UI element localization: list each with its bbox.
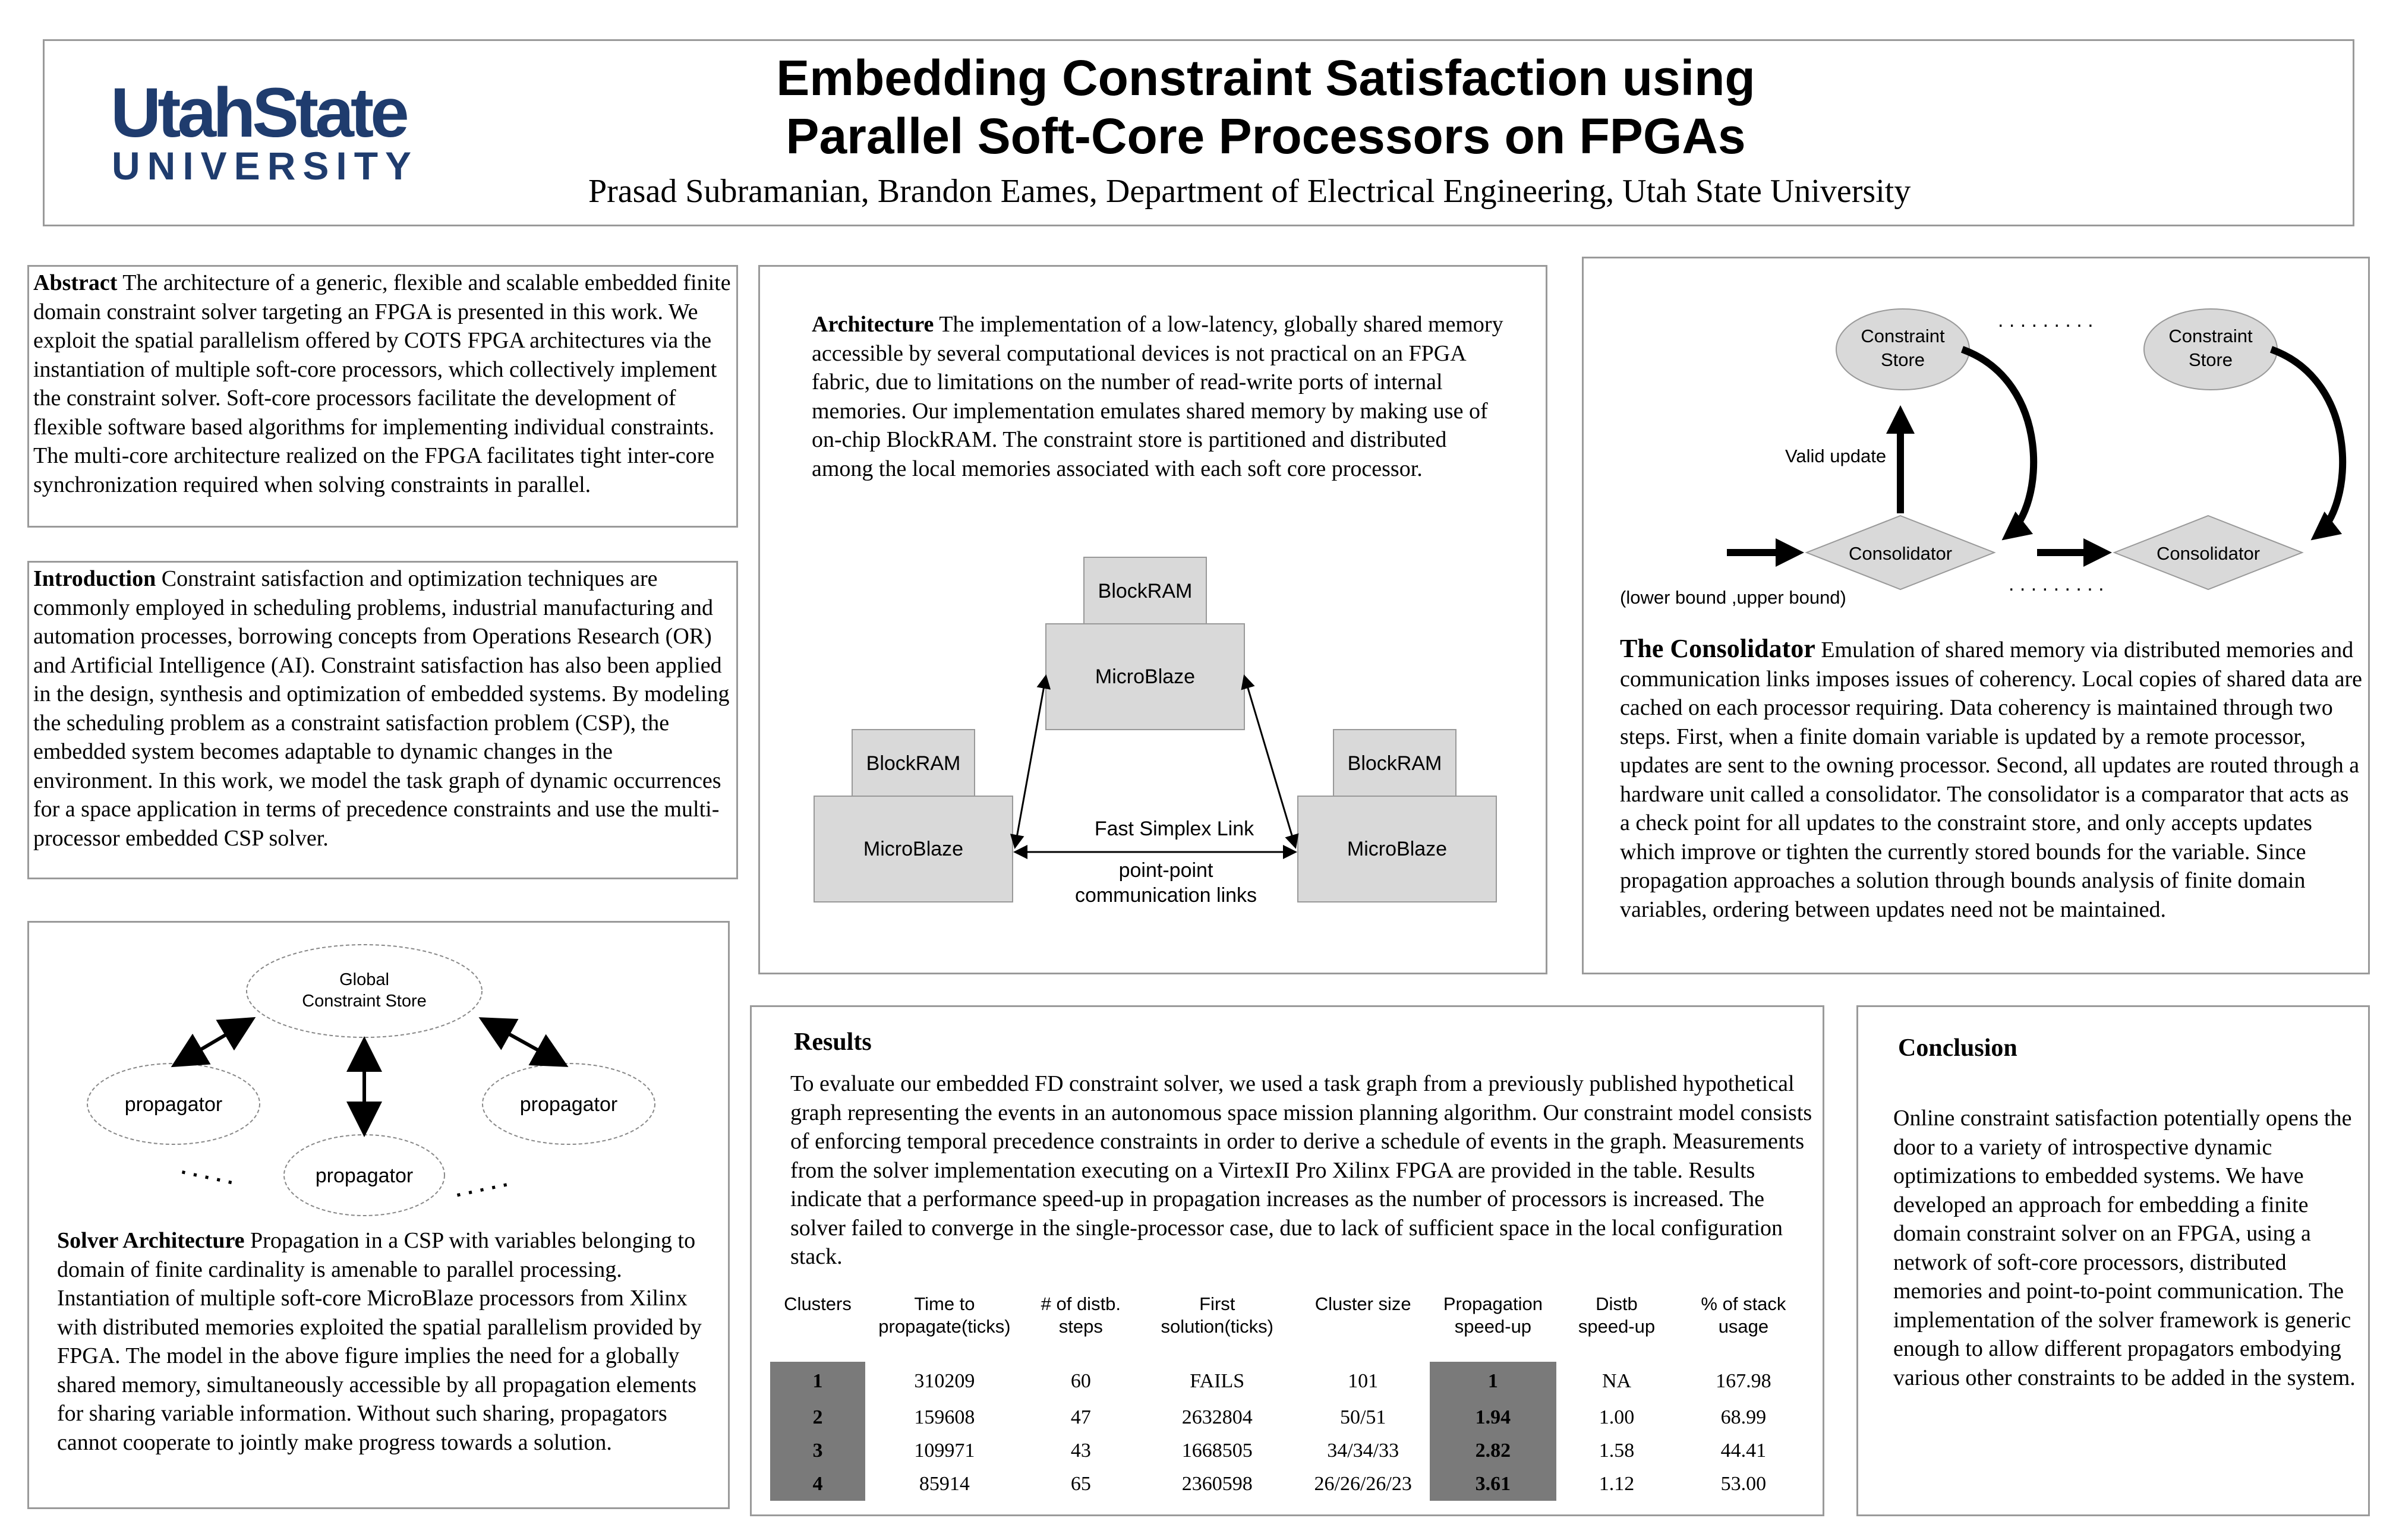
table-cell: 1.12 — [1599, 1473, 1635, 1495]
university-logo — [111, 74, 491, 189]
table-cell: 109971 — [914, 1440, 975, 1462]
table-cell: NA — [1601, 1370, 1632, 1392]
top-microblaze-label: MicroBlaze — [1095, 665, 1196, 688]
table-cell: 159608 — [914, 1406, 975, 1428]
table-cell: 26/26/26/23 — [1314, 1473, 1412, 1495]
propagator-right-label: propagator — [519, 1093, 618, 1116]
architecture-paragraph — [812, 310, 1513, 483]
table-row — [770, 1434, 1810, 1468]
consolidator-1-label: Consolidator — [1848, 543, 1953, 564]
table-cell: 60 — [1070, 1370, 1091, 1392]
feedback-arrow-1 — [1962, 349, 2034, 536]
abstract-paragraph — [33, 269, 734, 499]
consolidator-text: Emulation of shared memory via distributed memories and communication links imposes issues of coherency. Local copies of shared data are cached on each processor requiring. Data coherency is maintained through two steps. First, when a finite domain variable is updated by a remote processor, updates are sent to the owning processor. Second, all updates are routed through a hardware unit called a consolidator. The consolidator is a comparator that acts as a check point for all updates to the constraint store, and only accepts updates which improve or tighten the currently stored bounds for the variable. Since propagation approaches a solution through bounds analysis of finite domain variables, ordering between updates need not be maintained. — [1620, 638, 2363, 922]
right-microblaze-label: MicroBlaze — [1347, 838, 1448, 860]
table-cell: 2360598 — [1181, 1473, 1253, 1495]
global-store-label-2: Constraint Store — [302, 992, 427, 1011]
arrow-store-right — [485, 1021, 562, 1064]
conclusion-heading: Conclusion — [1898, 1034, 2017, 1062]
propagator-left-label: propagator — [124, 1093, 223, 1116]
table-cell: 3.61 — [1430, 1468, 1556, 1501]
logo-subtitle: UNIVERSITY — [112, 144, 419, 188]
poster-authors: Prasad Subramanian, Brandon Eames, Department of Electrical Engineering, Utah State University — [588, 173, 1911, 210]
left-microblaze-label: MicroBlaze — [863, 838, 964, 860]
results-table-header — [770, 1293, 1810, 1338]
store1-label-2: Store — [1880, 349, 1925, 370]
table-cell: 1.58 — [1599, 1440, 1635, 1462]
results-heading: Results — [794, 1028, 872, 1056]
table-cell: FAILS — [1190, 1370, 1245, 1392]
table-cell: 50/51 — [1339, 1406, 1386, 1428]
col-cluster-size: Cluster size — [1314, 1293, 1411, 1314]
table-cell: 4 — [770, 1468, 865, 1501]
results-text: To evaluate our embedded FD constraint solver, we used a task graph from a previously published hypothetical graph representing the events in an autonomous space mission planning algorithm. Our constraint model consists of enforcing temporal precedence constraints in order to derive a schedule of events in the graph. Measurements from the solver implementation executing on a VirtexII Pro Xilinx FPGA are provided in the table. Results indicate that a performance speed-up in propagation increases as the number of processors is increased. The solver failed to converge in the single-processor case, due to lack of sufficient space in the local configuration stack. — [790, 1071, 1812, 1269]
bounds-label: (lower bound ,upper bound) — [1620, 587, 1846, 608]
table-cell: 43 — [1070, 1440, 1091, 1462]
logo-wordmark: UtahState — [111, 74, 406, 152]
table-cell: 65 — [1070, 1473, 1091, 1495]
table-cell: 2 — [770, 1401, 865, 1434]
introduction-heading: Introduction — [33, 566, 156, 591]
arrow-store-left — [177, 1021, 250, 1064]
valid-update-label: Valid update — [1785, 446, 1887, 466]
table-cell: 68.99 — [1720, 1406, 1767, 1428]
table-row — [770, 1401, 1810, 1434]
feedback-arrow-2 — [2271, 349, 2343, 536]
conclusion-text: Online constraint satisfaction potentially opens the door to a variety of introspective dynamic optimizations to embedded systems. We have developed an approach for embedding a finite domain constraint solver on an FPGA, using a network of soft-core processors, distributed memories and point-to-point communication. The implementation of the solver framework is generic enough to allow different propagators embodying various other constraints to be added in the system. — [1893, 1106, 2356, 1390]
poster-title-line1: Embedding Constraint Satisfaction using — [776, 50, 1755, 106]
table-cell: 47 — [1070, 1406, 1091, 1428]
table-cell: 1 — [1430, 1362, 1556, 1401]
dots-bottom: . . . . . . . . . — [2009, 573, 2104, 595]
col-stack-usage: % of stack usage — [1701, 1293, 1786, 1337]
col-time: Time to propagate(ticks) — [878, 1293, 1011, 1337]
table-cell: 44.41 — [1720, 1440, 1767, 1462]
table-cell: 101 — [1348, 1370, 1379, 1392]
table-cell: 3 — [770, 1434, 865, 1468]
store2-label-1: Constraint — [2168, 326, 2253, 346]
architecture-text: The implementation of a low-latency, globally shared memory accessible by several computational devices is not practical on an FPGA fabric, due to limitations on the number of read-write ports of internal memories. Our implementation emulates shared memory by making use of on-chip BlockRAM. The constraint store is partitioned and distributed among the local memories associated with each soft core processor. — [812, 312, 1503, 481]
poster-title-line2: Parallel Soft-Core Processors on FPGAs — [786, 108, 1746, 164]
store2-label-2: Store — [2188, 349, 2233, 370]
col-steps: # of distb. steps — [1041, 1293, 1121, 1337]
consolidator-heading: The Consolidator — [1620, 634, 1815, 663]
global-store-label-1: Global — [339, 970, 389, 989]
p2p-label-1: point-point — [1118, 859, 1213, 882]
link-top-left — [1015, 676, 1046, 847]
solver-text: Propagation in a CSP with variables belonging to domain of finite cardinality is amenable to parallel processing. Instantiation of multiple soft-core MicroBlaze processors from Xilinx with distributed memories exploited the spatial parallelism provided by FPGA. The model in the above figure implies the need for a globally shared memory, simultaneously accessible by all propagation elements for sharing variable information. Without such sharing, propagators cannot cooperate to jointly make progress towards a solution. — [57, 1228, 702, 1455]
abstract-heading: Abstract — [33, 270, 118, 295]
consolidator-paragraph — [1620, 635, 2363, 924]
col-clusters: Clusters — [784, 1293, 852, 1314]
p2p-label-2: communication links — [1074, 884, 1257, 907]
global-store-node — [247, 945, 482, 1037]
store1-label-1: Constraint — [1861, 326, 1945, 346]
solver-dots-right: . . . . . — [452, 1166, 510, 1202]
introduction-paragraph — [33, 564, 734, 853]
abstract-text: The architecture of a generic, flexible and scalable embedded finite domain constraint solver targeting an FPGA is presented in this work. We exploit the spatial parallelism offered by COTS FPGA architectures via the instantiation of multiple soft-core processors, which collectively implement the constraint solver. Soft-core processors facilitate the development of flexible software based algorithms for implementing individual constraints. The multi-core architecture realized on the FPGA facilitates tight inter-core synchronization required when solving constraints in parallel. — [33, 270, 731, 497]
results-table — [770, 1293, 1810, 1501]
col-first-solution: First solution(ticks) — [1161, 1293, 1273, 1337]
table-cell: 1 — [770, 1362, 865, 1401]
consolidator-diagram — [1582, 257, 2370, 625]
left-blockram-label: BlockRAM — [866, 752, 961, 775]
table-cell: 53.00 — [1720, 1473, 1767, 1495]
table-cell: 310209 — [914, 1370, 975, 1392]
col-prop-speedup: Propagation speed-up — [1443, 1293, 1543, 1337]
fast-simplex-link-label: Fast Simplex Link — [1094, 818, 1254, 840]
table-cell: 1.00 — [1599, 1406, 1635, 1428]
dots-top: . . . . . . . . . — [1998, 309, 2094, 332]
right-blockram-label: BlockRAM — [1347, 752, 1442, 775]
solver-dots-left: . . . . . — [179, 1154, 237, 1189]
top-blockram-label: BlockRAM — [1098, 580, 1193, 602]
table-cell: 167.98 — [1716, 1370, 1771, 1392]
table-cell: 1.94 — [1430, 1401, 1556, 1434]
solver-diagram — [27, 921, 730, 1224]
introduction-text: Constraint satisfaction and optimization techniques are commonly employed in scheduling problems, industrial manufacturing and automation processes, borrowing concepts from Operations Research (OR) and Artificial Intelligence (AI). Constraint satisfaction has also been applied in the design, synthesis and optimization of embedded systems. By modeling the scheduling problem as a constraint satisfaction problem (CSP), the embedded system becomes adaptable to dynamic changes in the environment. In this work, we model the task graph of dynamic occurrences for a space application in terms of precedence constraints and use the multi-processor embedded CSP solver. — [33, 566, 730, 851]
table-cell: 2.82 — [1430, 1434, 1556, 1468]
table-cell: 1668505 — [1181, 1440, 1253, 1462]
table-row — [770, 1362, 1810, 1401]
consolidator-2-label: Consolidator — [2156, 543, 2261, 564]
table-cell: 2632804 — [1181, 1406, 1253, 1428]
propagator-center-label: propagator — [315, 1165, 414, 1187]
table-row — [770, 1468, 1810, 1501]
col-distb-speedup: Distb speed-up — [1578, 1293, 1656, 1337]
solver-heading: Solver Architecture — [57, 1228, 245, 1253]
table-cell: 34/34/33 — [1327, 1440, 1399, 1462]
solver-paragraph — [57, 1226, 717, 1457]
table-cell: 85914 — [919, 1473, 970, 1495]
architecture-diagram — [758, 547, 1547, 915]
architecture-heading: Architecture — [812, 312, 934, 337]
